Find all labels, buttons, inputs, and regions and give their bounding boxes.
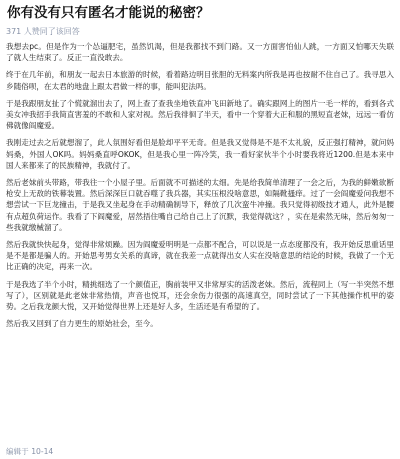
- answer-paragraph: 终于在几年前，和朋友一起去日本旅游的时候，看着路边明目张胆的无料案内所我是再也按耐不住自己了。我寻思入乡随俗呗，在太君的地盘上跟太君做一样的事，能叫犯法吗。: [6, 70, 394, 91]
- answer-paragraph: 我想去pc。但是作为一个怂逼肥宅，虽然饥渴，但是我都找不到门路。又一方面害怕仙人跳，一方面又怕哪天失联了就人生结束了。反正一直没敢去。: [6, 42, 394, 63]
- answer-paragraph: 然后老妹前头带路，带我往一个小屋子里。后面就不可描述的太细。先是给我简单清理了一会之后，为我的鲜嫩欲断枪安上无敌的铁幕装置。然后深深巨口就吞噬了我兵器，其实压根没啥意思，如隔靴搔痒。过了一会阎魔爱问我想不想尝试一下巨龙撞击，于是我又坐起身在手动精确制导下，释放了几次蛮牛冲撞。我只觉得初级技才通人，此外是腰有点超负荷运作。我看了下阎魔爱，居然捂住嘴自己给自己上了沉默，我觉得就这？，实在是索然无味，然后匆匆一些我就缴械溜了。: [6, 178, 394, 232]
- answer-paragraph: 然后我又回到了自力更生的原始社会，至今。: [6, 319, 158, 329]
- answer-paragraph: 然后我就快快起身，觉得非常烦躁。因为阎魔爱明明是一点都不配合，可以说是一点态度都没有，我开始反思重话里是不是都是骗人的。开始思考男女关系的真谛，就在我差一点就得出女人实在没啥意思的结论的时候，我做了一个无比正确的决定，再来一次。: [6, 240, 394, 272]
- edited-timestamp[interactable]: 编辑于 10-14: [6, 447, 54, 456]
- answer-meta: [6, 26, 394, 38]
- answer-paragraph: 于是我跟朋友扯了个慌就溜出去了，网上查了查我坐地铁直冲飞田新地了。确实跟网上的图片一毛一样的，看到各式美女冲我招手我简直害羞的不敢和人家对视。然后我徘徊了半天，看中一个穿着大正和服的黑短直老妹，远远一看仿佛就像阎魔爱。: [6, 98, 394, 131]
- question-title[interactable]: 你有没有只有匿名才能说的秘密？: [7, 5, 210, 21]
- upvote-count-text: 371 人赞同了该回答: [6, 27, 80, 36]
- answer-content: [6, 41, 394, 329]
- answer-paragraph: 于是我选了半个小时，精挑细选了一个颜值正，胸前装甲又非常厚实的活泼老妹。然后，流程同上（写一半突然不想写了），区别就是此老妹非常热情，声音也悦耳，还会余伤力很强的高速真空，同时尝试了一下其他操作机甲的姿势。之后我龙颜大悦，又开始觉得世界上还是好人多，生活还是有希望的了。: [6, 279, 394, 312]
- answer-paragraph: 我刚走过去之后就想溜了，此人氛围好看但是脸却平平无奇。但是我又觉得是不是不太礼貌，反正强打精神，就问妈妈桑，外国人OK吗。妈妈桑直呼OKOK，但是我心里一阵冷笑，我一看好家伙半个小时要我将近1200.但是本来中国人来都来了的民族精神，我就付了。: [6, 138, 394, 170]
